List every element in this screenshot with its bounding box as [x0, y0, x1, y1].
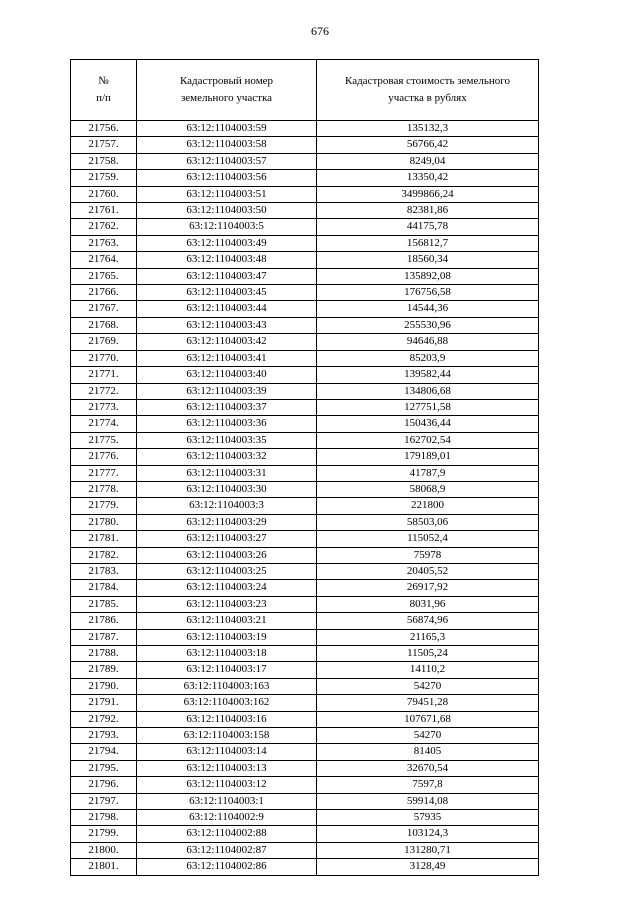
table-row	[71, 367, 539, 383]
cadastral-cost-cell: 13350,42	[317, 170, 539, 186]
cadastral-number-cell: 63:12:1104003:36	[137, 416, 317, 432]
row-number-cell: 21789.	[71, 662, 137, 678]
table-row	[71, 203, 539, 219]
cadastral-number-cell: 63:12:1104003:59	[137, 121, 317, 137]
cadastral-number-cell: 63:12:1104003:163	[137, 678, 317, 694]
row-number-cell: 21761.	[71, 203, 137, 219]
cadastral-number-cell: 63:12:1104003:56	[137, 170, 317, 186]
row-number-cell: 21779.	[71, 498, 137, 514]
table-row	[71, 268, 539, 284]
table-row	[71, 137, 539, 153]
table-row	[71, 498, 539, 514]
table-row	[71, 317, 539, 333]
cadastral-cost-cell: 221800	[317, 498, 539, 514]
cadastral-cost-cell: 139582,44	[317, 367, 539, 383]
row-number-cell: 21791.	[71, 695, 137, 711]
cadastral-cost-cell: 135892,08	[317, 268, 539, 284]
table-row	[71, 826, 539, 842]
cadastral-number-cell: 63:12:1104003:27	[137, 531, 317, 547]
row-number-cell: 21801.	[71, 859, 137, 875]
cadastral-cost-cell: 21165,3	[317, 629, 539, 645]
table-row	[71, 859, 539, 875]
table-row	[71, 334, 539, 350]
table-row	[71, 842, 539, 858]
table-row	[71, 416, 539, 432]
cadastral-cost-cell: 20405,52	[317, 563, 539, 579]
table-row	[71, 777, 539, 793]
row-number-cell: 21758.	[71, 153, 137, 169]
table-row	[71, 662, 539, 678]
header-cadastral-number-line2: земельного участка	[180, 92, 273, 104]
cadastral-cost-cell: 14544,36	[317, 301, 539, 317]
row-number-cell: 21768.	[71, 317, 137, 333]
cadastral-number-cell: 63:12:1104003:23	[137, 596, 317, 612]
cadastral-cost-cell: 82381,86	[317, 203, 539, 219]
cadastral-number-cell: 63:12:1104003:26	[137, 547, 317, 563]
cadastral-number-cell: 63:12:1104003:42	[137, 334, 317, 350]
cadastral-cost-cell: 150436,44	[317, 416, 539, 432]
row-number-cell: 21783.	[71, 563, 137, 579]
cadastral-number-cell: 63:12:1104003:57	[137, 153, 317, 169]
table-row	[71, 170, 539, 186]
table-header	[71, 60, 539, 121]
table-row	[71, 301, 539, 317]
row-number-cell: 21772.	[71, 383, 137, 399]
cadastral-cost-cell: 7597,8	[317, 777, 539, 793]
table-row	[71, 711, 539, 727]
cadastral-cost-cell: 58068,9	[317, 481, 539, 497]
cadastral-cost-cell: 54270	[317, 728, 539, 744]
cadastral-cost-cell: 107671,68	[317, 711, 539, 727]
row-number-cell: 21766.	[71, 285, 137, 301]
row-number-cell: 21787.	[71, 629, 137, 645]
table-row	[71, 432, 539, 448]
table-row	[71, 383, 539, 399]
cadastral-number-cell: 63:12:1104003:39	[137, 383, 317, 399]
cadastral-number-cell: 63:12:1104003:51	[137, 186, 317, 202]
row-number-cell: 21773.	[71, 399, 137, 415]
table-row	[71, 252, 539, 268]
cadastral-number-cell: 63:12:1104003:1	[137, 793, 317, 809]
cadastral-cost-cell: 94646,88	[317, 334, 539, 350]
row-number-cell: 21795.	[71, 760, 137, 776]
cadastral-number-cell: 63:12:1104003:40	[137, 367, 317, 383]
cadastral-number-cell: 63:12:1104003:45	[137, 285, 317, 301]
cadastral-cost-cell: 56766,42	[317, 137, 539, 153]
cadastral-cost-cell: 57935	[317, 810, 539, 826]
row-number-cell: 21769.	[71, 334, 137, 350]
table-row	[71, 285, 539, 301]
cadastral-cost-cell: 156812,7	[317, 235, 539, 251]
row-number-cell: 21797.	[71, 793, 137, 809]
table-row	[71, 793, 539, 809]
table-row	[71, 596, 539, 612]
cadastral-number-cell: 63:12:1104002:88	[137, 826, 317, 842]
table-row	[71, 547, 539, 563]
table-row	[71, 153, 539, 169]
cadastral-cost-cell: 131280,71	[317, 842, 539, 858]
header-cadastral-cost	[317, 60, 539, 121]
cadastral-number-cell: 63:12:1104003:49	[137, 235, 317, 251]
row-number-cell: 21765.	[71, 268, 137, 284]
cadastral-cost-cell: 79451,28	[317, 695, 539, 711]
cadastral-cost-cell: 3128,49	[317, 859, 539, 875]
cadastral-number-cell: 63:12:1104003:58	[137, 137, 317, 153]
cadastral-number-cell: 63:12:1104003:44	[137, 301, 317, 317]
cadastral-number-cell: 63:12:1104003:47	[137, 268, 317, 284]
table-row	[71, 695, 539, 711]
header-row-number-line2: п/п	[96, 92, 111, 104]
cadastral-number-cell: 63:12:1104003:32	[137, 449, 317, 465]
cadastral-cost-cell: 14110,2	[317, 662, 539, 678]
row-number-cell: 21763.	[71, 235, 137, 251]
table-row	[71, 760, 539, 776]
cadastral-number-cell: 63:12:1104002:87	[137, 842, 317, 858]
cadastral-cost-cell: 176756,58	[317, 285, 539, 301]
cadastral-number-cell: 63:12:1104003:43	[137, 317, 317, 333]
cadastral-cost-cell: 8031,96	[317, 596, 539, 612]
table-row	[71, 613, 539, 629]
row-number-cell: 21762.	[71, 219, 137, 235]
row-number-cell: 21776.	[71, 449, 137, 465]
row-number-cell: 21800.	[71, 842, 137, 858]
row-number-cell: 21792.	[71, 711, 137, 727]
table-row	[71, 235, 539, 251]
row-number-cell: 21770.	[71, 350, 137, 366]
row-number-cell: 21786.	[71, 613, 137, 629]
table-row	[71, 465, 539, 481]
cadastral-number-cell: 63:12:1104003:50	[137, 203, 317, 219]
cadastral-number-cell: 63:12:1104003:158	[137, 728, 317, 744]
row-number-cell: 21760.	[71, 186, 137, 202]
row-number-cell: 21794.	[71, 744, 137, 760]
header-cadastral-number	[137, 60, 317, 121]
table-row	[71, 399, 539, 415]
row-number-cell: 21785.	[71, 596, 137, 612]
header-cadastral-number-line1: Кадастровый номер	[179, 75, 274, 87]
row-number-cell: 21778.	[71, 481, 137, 497]
row-number-cell: 21774.	[71, 416, 137, 432]
cadastral-cost-cell: 81405	[317, 744, 539, 760]
table-body	[71, 121, 539, 876]
cadastral-cost-cell: 85203,9	[317, 350, 539, 366]
cadastral-number-cell: 63:12:1104003:13	[137, 760, 317, 776]
cadastral-cost-cell: 58503,06	[317, 514, 539, 530]
cadastral-number-cell: 63:12:1104002:9	[137, 810, 317, 826]
table-row	[71, 481, 539, 497]
cadastral-cost-cell: 54270	[317, 678, 539, 694]
table-row	[71, 580, 539, 596]
table-row	[71, 531, 539, 547]
cadastral-number-cell: 63:12:1104003:19	[137, 629, 317, 645]
cadastral-number-cell: 63:12:1104003:12	[137, 777, 317, 793]
row-number-cell: 21799.	[71, 826, 137, 842]
cadastral-number-cell: 63:12:1104003:21	[137, 613, 317, 629]
cadastral-number-cell: 63:12:1104003:35	[137, 432, 317, 448]
cadastral-cost-cell: 179189,01	[317, 449, 539, 465]
row-number-cell: 21757.	[71, 137, 137, 153]
row-number-cell: 21777.	[71, 465, 137, 481]
cadastral-number-cell: 63:12:1104003:14	[137, 744, 317, 760]
row-number-cell: 21798.	[71, 810, 137, 826]
row-number-cell: 21781.	[71, 531, 137, 547]
cadastral-cost-cell: 127751,58	[317, 399, 539, 415]
cadastral-number-cell: 63:12:1104003:5	[137, 219, 317, 235]
cadastral-cost-cell: 8249,04	[317, 153, 539, 169]
cadastral-cost-cell: 162702,54	[317, 432, 539, 448]
row-number-cell: 21780.	[71, 514, 137, 530]
table-row	[71, 186, 539, 202]
cadastral-cost-cell: 103124,3	[317, 826, 539, 842]
row-number-cell: 21756.	[71, 121, 137, 137]
cadastral-cost-cell: 56874,96	[317, 613, 539, 629]
header-row-number	[71, 60, 137, 121]
row-number-cell: 21788.	[71, 646, 137, 662]
row-number-cell: 21784.	[71, 580, 137, 596]
table-row	[71, 810, 539, 826]
cadastral-cost-cell: 255530,96	[317, 317, 539, 333]
row-number-cell: 21771.	[71, 367, 137, 383]
cadastral-number-cell: 63:12:1104003:17	[137, 662, 317, 678]
cadastral-number-cell: 63:12:1104003:31	[137, 465, 317, 481]
cadastral-number-cell: 63:12:1104003:24	[137, 580, 317, 596]
row-number-cell: 21767.	[71, 301, 137, 317]
cadastral-value-table	[70, 59, 539, 876]
row-number-cell: 21759.	[71, 170, 137, 186]
table-row	[71, 563, 539, 579]
header-row	[71, 60, 539, 121]
cadastral-number-cell: 63:12:1104003:25	[137, 563, 317, 579]
header-row-number-line1: №	[98, 75, 109, 87]
page-number: 676	[311, 24, 329, 38]
table-row	[71, 646, 539, 662]
cadastral-number-cell: 63:12:1104003:16	[137, 711, 317, 727]
table-row	[71, 728, 539, 744]
cadastral-cost-cell: 26917,92	[317, 580, 539, 596]
cadastral-number-cell: 63:12:1104003:41	[137, 350, 317, 366]
cadastral-cost-cell: 3499866,24	[317, 186, 539, 202]
cadastral-cost-cell: 18560,34	[317, 252, 539, 268]
cadastral-cost-cell: 44175,78	[317, 219, 539, 235]
table-row	[71, 350, 539, 366]
table-row	[71, 449, 539, 465]
header-cadastral-cost-line2: участка в рублях	[388, 92, 467, 104]
table-row	[71, 219, 539, 235]
cadastral-cost-cell: 59914,08	[317, 793, 539, 809]
cadastral-number-cell: 63:12:1104003:30	[137, 481, 317, 497]
cadastral-number-cell: 63:12:1104003:162	[137, 695, 317, 711]
cadastral-cost-cell: 135132,3	[317, 121, 539, 137]
table-row	[71, 744, 539, 760]
cadastral-cost-cell: 134806,68	[317, 383, 539, 399]
table-row	[71, 121, 539, 137]
cadastral-cost-cell: 115052,4	[317, 531, 539, 547]
cadastral-number-cell: 63:12:1104003:48	[137, 252, 317, 268]
row-number-cell: 21796.	[71, 777, 137, 793]
table-row	[71, 514, 539, 530]
row-number-cell: 21782.	[71, 547, 137, 563]
row-number-cell: 21790.	[71, 678, 137, 694]
row-number-cell: 21764.	[71, 252, 137, 268]
cadastral-number-cell: 63:12:1104003:37	[137, 399, 317, 415]
cadastral-cost-cell: 41787,9	[317, 465, 539, 481]
row-number-cell: 21793.	[71, 728, 137, 744]
cadastral-number-cell: 63:12:1104003:29	[137, 514, 317, 530]
cadastral-cost-cell: 32670,54	[317, 760, 539, 776]
cadastral-cost-cell: 75978	[317, 547, 539, 563]
cadastral-cost-cell: 11505,24	[317, 646, 539, 662]
table-row	[71, 629, 539, 645]
table-row	[71, 678, 539, 694]
cadastral-number-cell: 63:12:1104003:3	[137, 498, 317, 514]
header-cadastral-cost-line1: Кадастровая стоимость земельного	[345, 75, 510, 87]
cadastral-number-cell: 63:12:1104002:86	[137, 859, 317, 875]
cadastral-number-cell: 63:12:1104003:18	[137, 646, 317, 662]
row-number-cell: 21775.	[71, 432, 137, 448]
